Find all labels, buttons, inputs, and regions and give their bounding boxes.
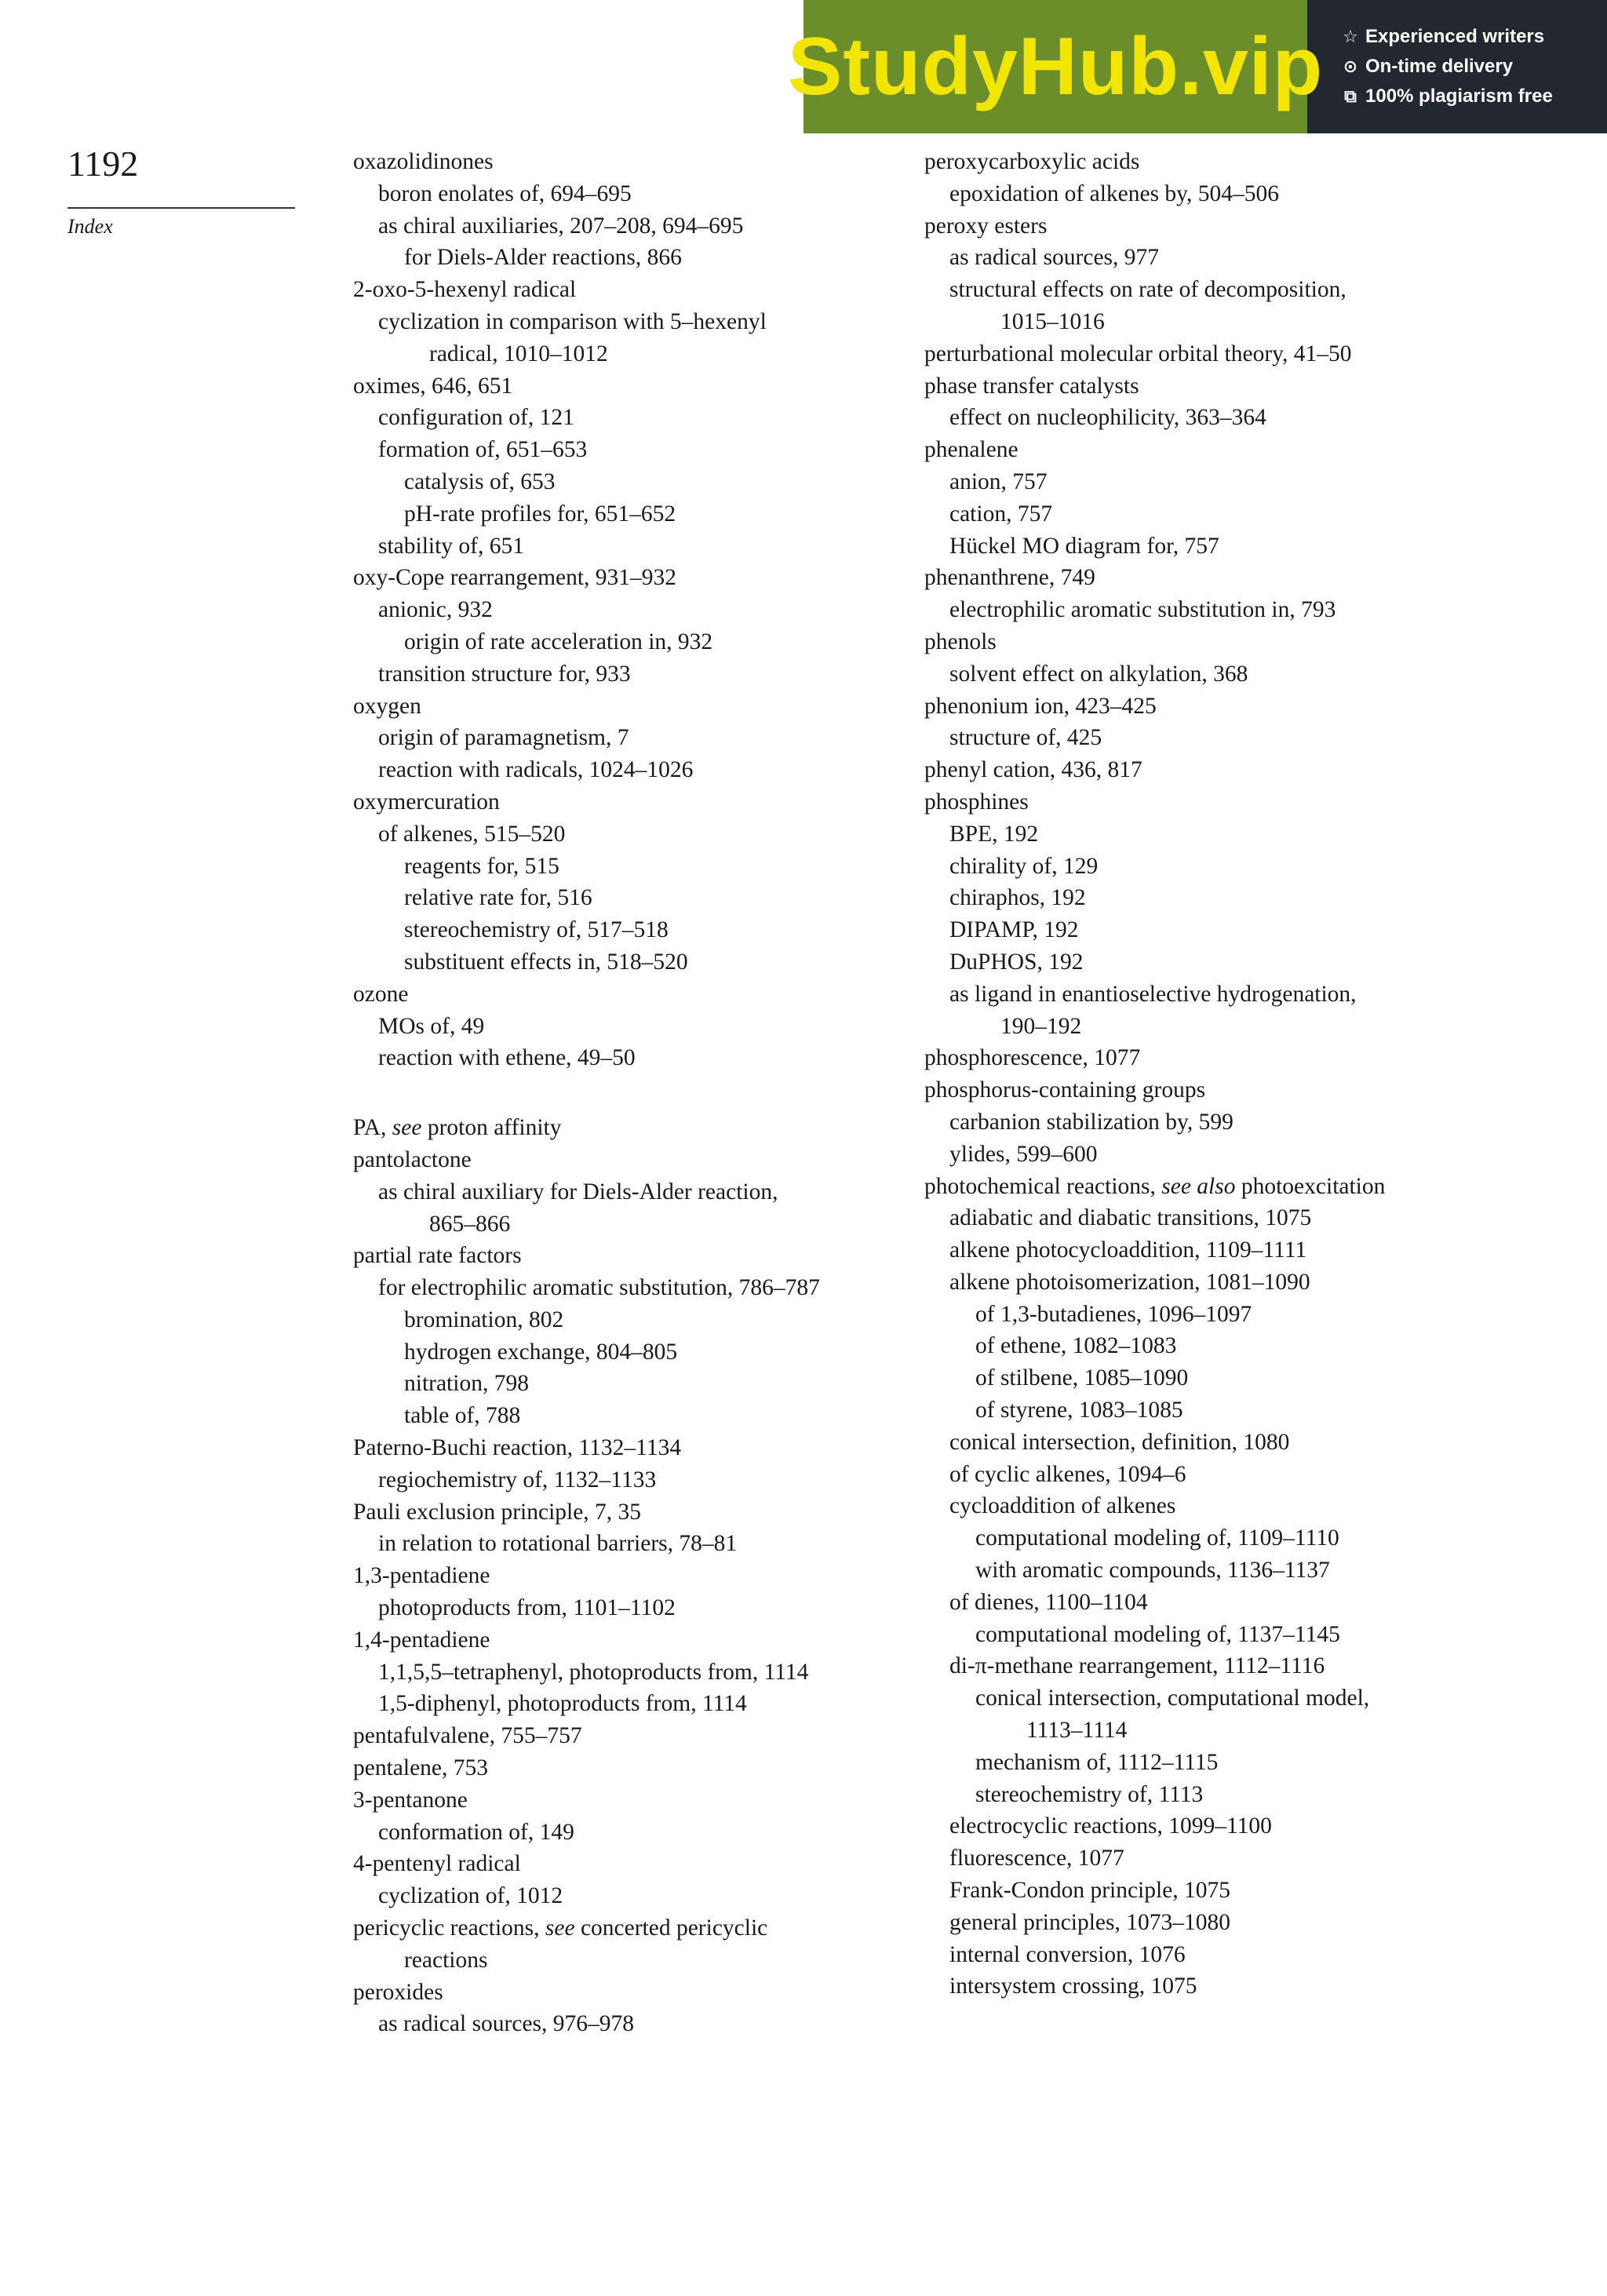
index-subentry: BPE, 192: [949, 821, 1039, 847]
index-subentry: configuration of, 121: [378, 405, 574, 431]
index-entry: phase transfer catalysts: [924, 373, 1139, 399]
index-subentry: Hückel MO diagram for, 757: [949, 533, 1219, 559]
see-reference: see: [392, 1115, 422, 1141]
index-entry-cross-ref: [924, 1171, 1583, 1203]
feature-label: Experienced writers: [1365, 26, 1545, 47]
index-subentry: general principles, 1073–1080: [949, 1909, 1231, 1935]
index-subentry: adiabatic and diabatic transitions, 1075: [949, 1205, 1312, 1231]
index-entry: phenonium ion, 423–425: [924, 693, 1157, 719]
index-subentry: chiraphos, 192: [949, 885, 1086, 911]
index-subentry: stereochemistry of, 1113: [975, 1781, 1204, 1807]
index-subentry: 1,5-diphenyl, photoproducts from, 1114: [378, 1691, 747, 1717]
index-subentry: di-π-methane rearrangement, 1112–1116: [949, 1653, 1325, 1679]
see-reference: see: [545, 1915, 575, 1941]
index-subentry: 1,1,5,5–tetraphenyl, photoproducts from, 1114: [378, 1659, 809, 1685]
index-subentry: photoproducts from, 1101–1102: [378, 1595, 676, 1621]
entry-text: PA,: [353, 1115, 392, 1141]
index-entry-cross-ref: [353, 1112, 902, 1144]
index-entry-cross-ref: [353, 1912, 902, 1944]
index-subentry: hydrogen exchange, 804–805: [404, 1339, 678, 1365]
index-subentry: table of, 788: [404, 1403, 521, 1429]
feature-label: On-time delivery: [1365, 56, 1514, 77]
index-subentry: reaction with ethene, 49–50: [378, 1045, 636, 1071]
index-subentry: effect on nucleophilicity, 363–364: [949, 405, 1266, 431]
index-entry: phenalene: [924, 437, 1018, 463]
index-subentry: reagents for, 515: [404, 853, 559, 879]
index-subentry: carbanion stabilization by, 599: [949, 1109, 1233, 1135]
index-subentry: structure of, 425: [949, 725, 1102, 751]
index-subentry: of alkenes, 515–520: [378, 821, 566, 847]
index-subentry: cyclization of, 1012: [378, 1883, 563, 1909]
index-subentry: as chiral auxiliaries, 207–208, 694–695: [378, 213, 744, 239]
index-subentry: substituent effects in, 518–520: [404, 949, 688, 975]
index-subentry: DuPHOS, 192: [949, 949, 1084, 975]
index-entry: 1,3-pentadiene: [353, 1563, 490, 1589]
index-entry: pentafulvalene, 755–757: [353, 1723, 582, 1749]
index-entry: oximes, 646, 651: [353, 373, 513, 399]
index-subentry: cyclization in comparison with 5–hexenyl: [378, 308, 767, 334]
index-subentry: origin of paramagnetism, 7: [378, 725, 629, 751]
index-subentry: conical intersection, computational model,: [975, 1686, 1370, 1711]
index-subentry: as chiral auxiliary for Diels-Alder reaction,: [378, 1179, 778, 1204]
reference-target: concerted pericyclic: [574, 1915, 768, 1941]
index-subentry: alkene photocycloaddition, 1109–1111: [949, 1237, 1307, 1263]
index-subentry: as radical sources, 976–978: [378, 2011, 635, 2037]
index-continuation: 1015–1016: [1000, 308, 1105, 334]
index-subentry: fluorescence, 1077: [949, 1846, 1124, 1871]
index-column-left: [353, 146, 902, 2040]
index-entry: oxazolidinones: [353, 149, 494, 174]
index-subentry: conformation of, 149: [378, 1819, 574, 1845]
index-entry: phosphorescence, 1077: [924, 1045, 1141, 1071]
index-entry: pantolactone: [353, 1146, 472, 1172]
index-entry: oxygen: [353, 693, 421, 719]
index-entry: peroxy esters: [924, 213, 1048, 239]
header-rule: [67, 207, 295, 209]
index-entry: phosphines: [924, 789, 1029, 815]
entry-text: pericyclic reactions,: [353, 1915, 545, 1941]
index-subentry: of stilbene, 1085–1090: [975, 1365, 1189, 1391]
index-subentry: computational modeling of, 1109–1110: [975, 1525, 1339, 1551]
index-subentry: of cyclic alkenes, 1094–6: [949, 1461, 1186, 1487]
index-entry: oxymercuration: [353, 789, 500, 815]
index-subentry: electrocyclic reactions, 1099–1100: [949, 1813, 1272, 1839]
index-subentry: as radical sources, 977: [949, 245, 1160, 271]
star-icon: ☆: [1343, 27, 1358, 46]
index-subentry: electrophilic aromatic substitution in, 793: [949, 597, 1336, 623]
index-subentry: pH-rate profiles for, 651–652: [404, 501, 676, 527]
index-subentry: internal conversion, 1076: [949, 1941, 1186, 1967]
index-subentry: as ligand in enantioselective hydrogenation,: [949, 981, 1357, 1007]
index-entry: Pauli exclusion principle, 7, 35: [353, 1499, 642, 1525]
index-subentry: relative rate for, 516: [404, 885, 592, 911]
index-subentry: formation of, 651–653: [378, 437, 588, 463]
index-entry: pentalene, 753: [353, 1755, 489, 1781]
index-entry: phenols: [924, 629, 997, 654]
section-gap: [353, 1074, 902, 1112]
reference-target: proton affinity: [421, 1115, 562, 1141]
index-subentry: transition structure for, 933: [378, 661, 631, 687]
index-subentry: computational modeling of, 1137–1145: [975, 1621, 1340, 1647]
reference-target: photoexcitation: [1235, 1173, 1386, 1199]
studyhub-logo[interactable]: StudyHub.vip: [804, 0, 1307, 133]
index-entry: 4-pentenyl radical: [353, 1851, 521, 1877]
studyhub-banner[interactable]: [787, 0, 1607, 133]
index-subentry: MOs of, 49: [378, 1013, 485, 1039]
index-entry: phenyl cation, 436, 817: [924, 757, 1142, 783]
clock-icon: ⊙: [1343, 56, 1358, 76]
index-column-right: [924, 146, 1583, 2003]
index-entry: ozone: [353, 981, 409, 1007]
index-entry: Paterno-Buchi reaction, 1132–1134: [353, 1435, 682, 1461]
see-also-reference: see also: [1161, 1173, 1236, 1199]
index-subentry: anionic, 932: [378, 597, 493, 623]
index-subentry: alkene photoisomerization, 1081–1090: [949, 1269, 1310, 1295]
index-subentry: solvent effect on alkylation, 368: [949, 661, 1248, 687]
index-entry: 3-pentanone: [353, 1787, 468, 1813]
index-subentry: ylides, 599–600: [949, 1141, 1098, 1167]
index-subentry: intersystem crossing, 1075: [949, 1973, 1197, 1999]
entry-text: photochemical reactions,: [924, 1173, 1162, 1199]
page-number: 1192: [67, 144, 139, 184]
index-subentry: regiochemistry of, 1132–1133: [378, 1467, 657, 1492]
index-entry: peroxides: [353, 1979, 443, 2005]
index-subentry: cation, 757: [949, 501, 1053, 527]
index-subentry: stereochemistry of, 517–518: [404, 917, 669, 943]
index-subentry: chirality of, 129: [949, 853, 1099, 879]
index-subentry: boron enolates of, 694–695: [378, 180, 632, 206]
index-entry: perturbational molecular orbital theory, 41–50: [924, 341, 1352, 366]
index-subentry: mechanism of, 1112–1115: [975, 1749, 1219, 1775]
index-continuation: 190–192: [1000, 1013, 1082, 1039]
index-continuation: 1113–1114: [1026, 1718, 1128, 1744]
index-subentry: Frank-Condon principle, 1075: [949, 1878, 1231, 1904]
index-subentry: epoxidation of alkenes by, 504–506: [949, 180, 1280, 206]
index-entry: partial rate factors: [353, 1243, 522, 1269]
index-subentry: stability of, 651: [378, 533, 525, 559]
index-subentry: with aromatic compounds, 1136–1137: [975, 1558, 1330, 1584]
index-subentry: bromination, 802: [404, 1307, 564, 1332]
index-entry: peroxycarboxylic acids: [924, 149, 1140, 174]
index-entry: phosphorus-containing groups: [924, 1077, 1206, 1103]
index-subentry: reaction with radicals, 1024–1026: [378, 757, 694, 783]
index-subentry: DIPAMP, 192: [949, 917, 1079, 943]
feature-item: [1342, 56, 1607, 78]
index-subentry: of ethene, 1082–1083: [975, 1333, 1177, 1359]
index-subentry: cycloaddition of alkenes: [949, 1493, 1176, 1519]
index-subentry: for Diels-Alder reactions, 866: [404, 245, 682, 271]
index-entry: 1,4-pentadiene: [353, 1627, 490, 1653]
index-subentry: nitration, 798: [404, 1371, 529, 1397]
copy-icon: ⧉: [1344, 86, 1357, 106]
index-subentry: of styrene, 1083–1085: [975, 1398, 1183, 1423]
index-continuation: 865–866: [429, 1211, 511, 1237]
index-continuation: radical, 1010–1012: [429, 341, 608, 366]
index-subentry: in relation to rotational barriers, 78–81: [378, 1531, 738, 1557]
index-subentry: of 1,3-butadienes, 1096–1097: [975, 1301, 1252, 1327]
feature-item: [1342, 86, 1607, 108]
index-continuation: reactions: [404, 1947, 488, 1973]
index-subentry: structural effects on rate of decomposition,: [949, 277, 1346, 303]
index-subentry: of dienes, 1100–1104: [949, 1589, 1148, 1615]
index-entry: phenanthrene, 749: [924, 565, 1095, 591]
index-subentry: conical intersection, definition, 1080: [949, 1429, 1290, 1455]
running-head: Index: [67, 215, 113, 238]
feature-label: 100% plagiarism free: [1365, 86, 1553, 107]
index-subentry: catalysis of, 653: [404, 468, 556, 494]
feature-item: [1342, 26, 1607, 48]
index-entry: oxy-Cope rearrangement, 931–932: [353, 565, 677, 591]
index-entry: 2-oxo-5-hexenyl radical: [353, 277, 577, 303]
banner-features: [1307, 26, 1607, 108]
index-subentry: origin of rate acceleration in, 932: [404, 629, 713, 654]
index-subentry: anion, 757: [949, 468, 1048, 494]
index-subentry: for electrophilic aromatic substitution, 786–787: [378, 1275, 820, 1301]
